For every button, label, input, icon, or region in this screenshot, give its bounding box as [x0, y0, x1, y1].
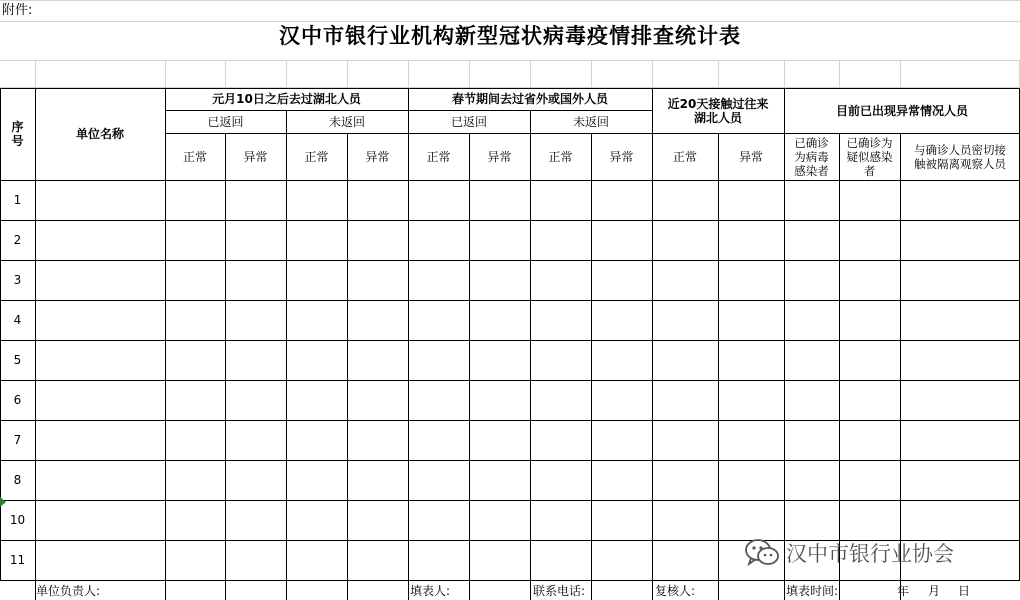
table-cell[interactable]: [347, 300, 408, 340]
table-cell[interactable]: [408, 220, 469, 260]
table-cell[interactable]: [718, 380, 784, 420]
table-cell[interactable]: [900, 300, 1019, 340]
footer-phone: 联系电话:: [533, 584, 586, 598]
gridline-v: [286, 60, 287, 88]
table-cell[interactable]: [530, 300, 591, 340]
border-v: [347, 133, 348, 581]
footer-fill-time: 填表时间:: [786, 584, 839, 598]
table-cell[interactable]: [591, 500, 652, 540]
header-g1-returned: 已返回: [207, 114, 244, 129]
table-cell[interactable]: [900, 500, 1019, 540]
table-cell[interactable]: [35, 460, 165, 500]
border-v: [784, 580, 785, 600]
table-cell[interactable]: [784, 340, 839, 380]
border-h: [0, 88, 1020, 89]
table-cell[interactable]: [408, 300, 469, 340]
border-v: [652, 88, 653, 581]
table-cell[interactable]: [408, 460, 469, 500]
table-cell[interactable]: [165, 500, 225, 540]
gridline-v: [408, 60, 409, 88]
header-normal: 正常: [672, 149, 697, 164]
gridline-h: [0, 0, 1020, 1]
table-cell[interactable]: [225, 300, 286, 340]
border-v: [0, 88, 1, 581]
border-h: [0, 500, 1020, 501]
table-cell[interactable]: [165, 340, 225, 380]
header-unit-name: 单位名称: [75, 127, 124, 141]
table-cell[interactable]: [652, 180, 718, 220]
table-cell[interactable]: [469, 220, 530, 260]
border-v: [35, 88, 36, 581]
header-group-contact: 近20天接触过往来 湖北人员: [667, 96, 769, 125]
border-v: [652, 580, 653, 600]
table-cell[interactable]: [530, 540, 591, 580]
gridline-v: [591, 60, 592, 88]
table-cell[interactable]: [35, 420, 165, 460]
border-h: [0, 380, 1020, 381]
table-cell[interactable]: [408, 380, 469, 420]
watermark-text: 汉中市银行业协会: [786, 542, 954, 566]
table-cell[interactable]: [469, 460, 530, 500]
table-cell[interactable]: [591, 220, 652, 260]
table-cell[interactable]: [225, 420, 286, 460]
table-cell[interactable]: [286, 500, 347, 540]
row-number: 2: [13, 233, 22, 247]
border-v: [591, 133, 592, 581]
table-cell[interactable]: [469, 540, 530, 580]
table-cell[interactable]: [469, 180, 530, 220]
table-cell[interactable]: [839, 340, 900, 380]
border-h: [0, 260, 1020, 261]
table-cell[interactable]: [652, 220, 718, 260]
border-v: [718, 580, 719, 600]
table-cell[interactable]: [591, 260, 652, 300]
gridline-v: [900, 60, 901, 88]
table-cell[interactable]: [225, 380, 286, 420]
border-v: [469, 133, 470, 581]
page-title: 汉中市银行业机构新型冠状病毒疫情排查统计表: [279, 23, 741, 48]
header-normal: 正常: [182, 149, 207, 164]
table-cell[interactable]: [530, 380, 591, 420]
header-normal: 正常: [304, 149, 329, 164]
table-cell[interactable]: [652, 380, 718, 420]
table-cell[interactable]: [900, 260, 1019, 300]
table-cell[interactable]: [718, 420, 784, 460]
table-cell[interactable]: [165, 460, 225, 500]
row-number: 3: [13, 273, 22, 287]
table-cell[interactable]: [35, 380, 165, 420]
table-cell[interactable]: [165, 380, 225, 420]
table-cell[interactable]: [652, 420, 718, 460]
table-cell[interactable]: [839, 380, 900, 420]
table-cell[interactable]: [35, 220, 165, 260]
table-cell[interactable]: [591, 340, 652, 380]
table-cell[interactable]: [652, 340, 718, 380]
border-v: [784, 88, 785, 581]
table-cell[interactable]: [347, 500, 408, 540]
table-cell[interactable]: [784, 500, 839, 540]
table-cell[interactable]: [900, 460, 1019, 500]
row-number: 11: [9, 553, 26, 567]
table-cell[interactable]: [35, 340, 165, 380]
border-h: [165, 110, 653, 111]
header-normal: 正常: [426, 149, 451, 164]
wechat-icon: [744, 537, 780, 569]
border-v: [839, 133, 840, 581]
table-cell[interactable]: [784, 260, 839, 300]
table-cell[interactable]: [347, 260, 408, 300]
table-cell[interactable]: [286, 340, 347, 380]
row-number: 7: [13, 433, 22, 447]
gridline-v: [718, 60, 719, 88]
row-number: 1: [13, 193, 22, 207]
border-v: [839, 580, 840, 600]
footer-day: 日: [958, 584, 971, 598]
table-cell[interactable]: [286, 460, 347, 500]
table-cell[interactable]: [286, 540, 347, 580]
header-g2-not-returned: 未返回: [572, 114, 609, 129]
header-abnormal: 异常: [243, 149, 268, 164]
table-cell[interactable]: [652, 300, 718, 340]
footer-reviewer: 复核人:: [655, 584, 696, 598]
table-cell[interactable]: [784, 220, 839, 260]
table-cell[interactable]: [839, 300, 900, 340]
table-cell[interactable]: [165, 220, 225, 260]
border-h: [0, 300, 1020, 301]
table-cell[interactable]: [408, 500, 469, 540]
border-v: [408, 580, 409, 600]
gridline-v: [165, 60, 166, 88]
table-cell[interactable]: [839, 460, 900, 500]
gridline-h: [0, 60, 1020, 61]
border-v: [900, 133, 901, 581]
header-abnormal: 异常: [609, 149, 634, 164]
table-cell[interactable]: [347, 380, 408, 420]
table-cell[interactable]: [839, 220, 900, 260]
table-cell[interactable]: [165, 420, 225, 460]
table-cell[interactable]: [530, 460, 591, 500]
table-cell[interactable]: [286, 420, 347, 460]
table-cell[interactable]: [286, 180, 347, 220]
footer-filler: 填表人:: [410, 584, 451, 598]
header-group-abnormal: 目前已出现异常情况人员: [835, 103, 968, 118]
table-cell[interactable]: [900, 180, 1019, 220]
table-cell[interactable]: [900, 340, 1019, 380]
table-cell[interactable]: [784, 460, 839, 500]
table-cell[interactable]: [347, 340, 408, 380]
table-cell[interactable]: [165, 180, 225, 220]
border-v: [286, 580, 287, 600]
table-cell[interactable]: [718, 500, 784, 540]
gridline-v: [784, 60, 785, 88]
header-g2-returned: 已返回: [450, 114, 487, 129]
border-v: [225, 133, 226, 581]
table-cell[interactable]: [225, 220, 286, 260]
table-cell[interactable]: [530, 220, 591, 260]
row-number: 8: [13, 473, 22, 487]
table-cell[interactable]: [225, 460, 286, 500]
table-cell[interactable]: [347, 220, 408, 260]
table-cell[interactable]: [839, 420, 900, 460]
table-cell[interactable]: [784, 380, 839, 420]
table-cell[interactable]: [408, 340, 469, 380]
row-number: 10: [9, 513, 26, 527]
table-cell[interactable]: [35, 500, 165, 540]
table-cell[interactable]: [718, 300, 784, 340]
border-v: [286, 110, 287, 581]
table-cell[interactable]: [839, 180, 900, 220]
table-cell[interactable]: [35, 300, 165, 340]
table-cell[interactable]: [469, 500, 530, 540]
header-abnormal: 异常: [365, 149, 390, 164]
table-cell[interactable]: [839, 500, 900, 540]
border-v: [718, 133, 719, 581]
table-cell[interactable]: [165, 300, 225, 340]
border-h: [0, 180, 1020, 181]
border-v: [530, 110, 531, 581]
table-cell[interactable]: [408, 540, 469, 580]
table-cell[interactable]: [591, 420, 652, 460]
table-cell[interactable]: [408, 420, 469, 460]
footer-month: 月: [928, 584, 941, 598]
table-cell[interactable]: [591, 540, 652, 580]
table-cell[interactable]: [347, 460, 408, 500]
border-h: [0, 220, 1020, 221]
table-cell[interactable]: [652, 460, 718, 500]
table-cell[interactable]: [652, 540, 718, 580]
table-cell[interactable]: [225, 260, 286, 300]
border-v: [347, 580, 348, 600]
table-cell[interactable]: [591, 300, 652, 340]
table-cell[interactable]: [225, 540, 286, 580]
header-abnormal: 异常: [487, 149, 512, 164]
gridline-v: [469, 60, 470, 88]
gridline-v: [530, 60, 531, 88]
header-group-outside: 春节期间去过省外或国外人员: [451, 92, 608, 106]
table-cell[interactable]: [286, 220, 347, 260]
table-cell[interactable]: [530, 180, 591, 220]
table-cell[interactable]: [225, 180, 286, 220]
table-cell[interactable]: [900, 380, 1019, 420]
gridline-v: [225, 60, 226, 88]
table-cell[interactable]: [718, 260, 784, 300]
row-number: 6: [13, 393, 22, 407]
table-cell[interactable]: [784, 180, 839, 220]
watermark: [744, 537, 954, 569]
table-cell[interactable]: [165, 260, 225, 300]
table-cell[interactable]: [718, 220, 784, 260]
table-cell[interactable]: [591, 460, 652, 500]
table-cell[interactable]: [530, 420, 591, 460]
table-cell[interactable]: [469, 260, 530, 300]
table-cell[interactable]: [718, 460, 784, 500]
table-cell[interactable]: [286, 300, 347, 340]
header-group-hubei: 元月10日之后去过湖北人员: [212, 92, 361, 106]
table-cell[interactable]: [35, 180, 165, 220]
table-cell[interactable]: [347, 420, 408, 460]
header-normal: 正常: [548, 149, 573, 164]
row-number: 4: [13, 313, 22, 327]
table-cell[interactable]: [469, 380, 530, 420]
table-cell[interactable]: [408, 180, 469, 220]
table-cell[interactable]: [900, 220, 1019, 260]
border-v: [225, 580, 226, 600]
table-cell[interactable]: [35, 540, 165, 580]
footer-year: 年: [897, 584, 910, 598]
table-cell[interactable]: [286, 380, 347, 420]
border-v: [165, 88, 166, 581]
cell-marker-icon: [0, 497, 6, 507]
table-cell[interactable]: [900, 420, 1019, 460]
row-number: 5: [13, 353, 22, 367]
table-cell[interactable]: [839, 260, 900, 300]
table-cell[interactable]: [718, 340, 784, 380]
table-cell[interactable]: [165, 540, 225, 580]
gridline-v: [652, 60, 653, 88]
border-v: [408, 88, 409, 581]
table-cell[interactable]: [225, 500, 286, 540]
table-cell[interactable]: [469, 300, 530, 340]
gridline-v: [35, 60, 36, 88]
table-cell[interactable]: [652, 500, 718, 540]
attachment-label: 附件:: [2, 2, 33, 18]
table-cell[interactable]: [530, 260, 591, 300]
table-cell[interactable]: [286, 260, 347, 300]
table-cell[interactable]: [469, 340, 530, 380]
table-cell[interactable]: [469, 420, 530, 460]
table-cell[interactable]: [652, 260, 718, 300]
gridline-v: [347, 60, 348, 88]
header-abnormal: 异常: [738, 149, 763, 164]
border-h: [0, 340, 1020, 341]
table-cell[interactable]: [718, 180, 784, 220]
header-seq: 序 号: [11, 120, 24, 148]
border-v: [530, 580, 531, 600]
table-cell[interactable]: [784, 420, 839, 460]
table-cell[interactable]: [347, 540, 408, 580]
table-cell[interactable]: [408, 260, 469, 300]
border-h: [0, 420, 1020, 421]
border-h: [165, 133, 1020, 134]
border-v: [469, 580, 470, 600]
border-v: [591, 580, 592, 600]
footer-unit-head: 单位负责人:: [36, 584, 101, 598]
table-cell[interactable]: [225, 340, 286, 380]
border-v: [165, 580, 166, 600]
border-h: [0, 580, 1020, 581]
border-h: [0, 460, 1020, 461]
table-cell[interactable]: [530, 500, 591, 540]
gridline-v: [839, 60, 840, 88]
header-suspected: 已确诊为 疑似感染 者: [846, 135, 893, 178]
table-cell[interactable]: [784, 300, 839, 340]
table-cell[interactable]: [591, 380, 652, 420]
header-close-contact: 与确诊人员密切接 触被隔离观察人员: [914, 142, 1006, 171]
table-cell[interactable]: [35, 260, 165, 300]
table-cell[interactable]: [591, 180, 652, 220]
header-confirmed: 已确诊 为病毒 感染者: [794, 135, 829, 178]
table-cell[interactable]: [347, 180, 408, 220]
table-cell[interactable]: [530, 340, 591, 380]
header-g1-not-returned: 未返回: [328, 114, 365, 129]
